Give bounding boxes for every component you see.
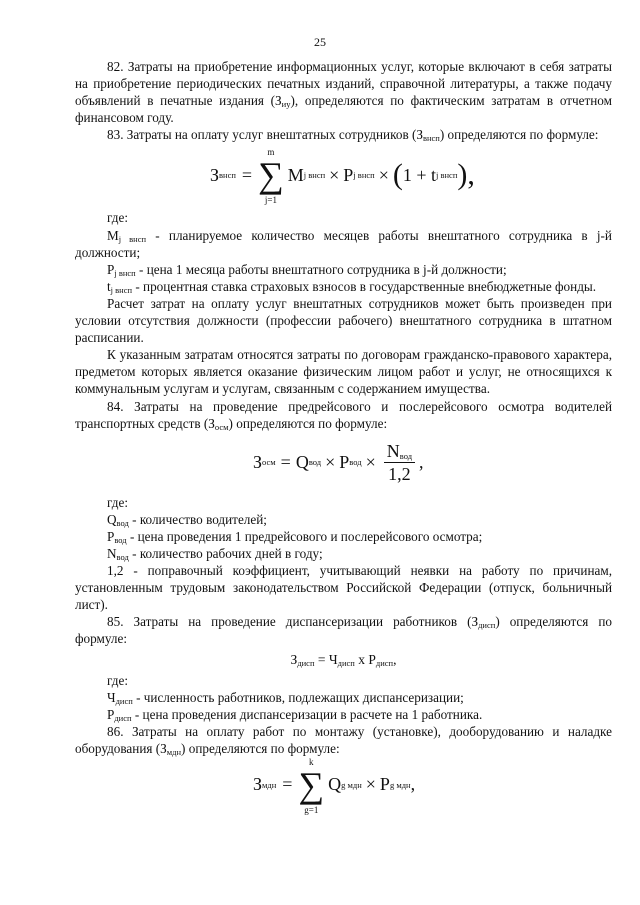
paragraph-calc: Расчет затрат на оплату услуг внештатных сотрудников может быть произведен при условии отсутствия должности (профессии рабочего) внештатного сотрудника в штатном расписании. — [75, 295, 612, 346]
formula-vnsp: З внсп = m ∑ j=1 M j внсп × P j внсп × ( 1 + t j внсп ), — [210, 147, 475, 206]
formula-disp: $З_{дисп} = Ч_{дисп}$ х $P_{дисп}$, — [290, 651, 397, 668]
definition-ch-disp: $Ч_{дисп}$ - численность работников, подлежащих диспансеризации; — [107, 689, 464, 706]
paragraph-related: К указанным затратам относятся затраты по договорам гражданско-правового характера, предметом которых является оказание физическим лицом работ и услуг, не относящихся к коммунальным услугам и услугам, связанным с содержанием имущества. — [75, 347, 612, 397]
page-number: 25 — [314, 35, 326, 49]
paragraph-83: 83. Затраты на оплату услуг внештатных сотрудников $(З_{внсп})$ определяются по формуле: — [107, 127, 599, 144]
definition-t: $t_{j внсп}$ - процентная ставка страховых взносов в государственные внебюджетные фонды. — [107, 278, 597, 295]
definition-q-vod: $Q_{вод}$ - количество водителей; — [107, 511, 267, 528]
definition-n-vod: $N_{вод}$ - количество рабочих дней в году; — [107, 545, 323, 562]
formula-mdn: З мдн = k ∑ g=1 Q g мдн × P g мдн , — [253, 757, 416, 815]
paragraph-85: 85. Затраты на проведение диспансеризации работников $(З_{дисп})$ определяются по формуле: — [75, 614, 613, 647]
where-label-3: где: — [107, 672, 128, 688]
paragraph-82: 82. Затраты на приобретение информационных услуг, которые включают в себя затраты на приобретение периодических печатных изданий, справочной литературы, а также подачу объявлений в печатные издания $(З_{иу})$, определяются по фактическим затратам в отчетном финансовом году. — [75, 59, 612, 126]
paragraph-86: 86. Затраты на оплату работ по монтажу (установке), дооборудованию и наладке оборудования $(З_{мдн})$ определяются по формуле: — [75, 723, 612, 757]
paragraph-84: 84. Затраты на проведение предрейсового и послерейсового осмотра водителей транспортных средств $(З_{осм})$ определяются по формуле: — [75, 398, 612, 432]
formula-osm: З осм = Q вод × P вод × $\frac{N_{вод}}{1,2}$ , — [253, 440, 424, 484]
where-label-2: где: — [107, 494, 128, 510]
definition-coefficient: 1,2 - поправочный коэффициент, учитывающий неявки на работу по причинам, установленным трудовым законодательством Российской Федерации (отпуск, больничный лист). — [75, 563, 612, 613]
definition-p-vod: $P_{вод}$ - цена проведения 1 предрейсового и послерейсового осмотра; — [107, 528, 483, 545]
where-label: где: — [107, 210, 128, 226]
definition-p: $P_{j внсп}$ - цена 1 месяца работы внештатного сотрудника в j-й должности; — [107, 261, 507, 278]
definition-p-disp: $P_{дисп}$ - цена проведения диспансеризации в расчете на 1 работника. — [107, 706, 483, 723]
document-body — [75, 58, 612, 813]
definition-m: $M_{j внсп}$ - планируемое количество месяцев работы внештатного сотрудника в j-й должности; — [75, 227, 612, 260]
